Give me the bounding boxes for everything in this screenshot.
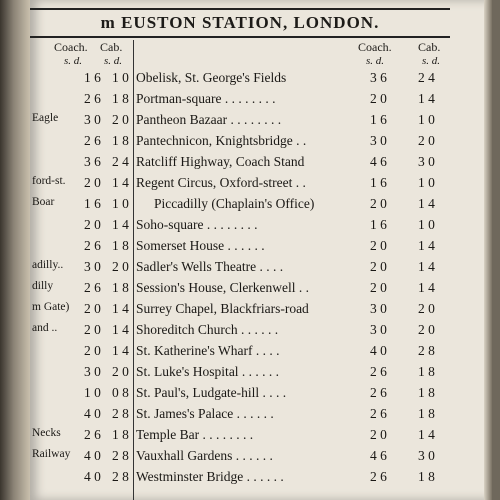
left-coach-fare: 2 0: [84, 343, 101, 358]
left-cab-fare: 1 8: [112, 238, 129, 253]
left-cab-fare: 1 4: [112, 175, 129, 190]
clipped-fragment: dilly: [32, 280, 54, 292]
destination: Ratcliff Highway, Coach Stand: [136, 154, 305, 169]
destination: Shoreditch Church . . . . . .: [136, 322, 279, 337]
destination: Portman-square . . . . . . . .: [136, 91, 276, 106]
table-row: [32, 448, 450, 469]
left-cab-fare: 2 0: [112, 259, 129, 274]
clipped-fragment: Boar: [32, 196, 55, 208]
left-cab-fare: 1 4: [112, 301, 129, 316]
left-coach-header: Coach.: [54, 40, 88, 54]
left-cab-fare: 1 4: [112, 217, 129, 232]
right-coach-fare: 3 0: [370, 133, 387, 148]
left-cab-fare: 1 0: [112, 70, 129, 85]
left-cab-fare: 1 8: [112, 427, 129, 442]
right-coach-fare: 1 6: [370, 112, 387, 127]
left-coach-fare: 4 0: [84, 448, 101, 463]
table-row: [32, 343, 450, 364]
title-prefix: m: [100, 13, 116, 32]
left-coach-fare: 1 6: [84, 70, 101, 85]
book-binding: [0, 0, 30, 500]
right-coach-fare: 3 0: [370, 301, 387, 316]
right-cab-fare: 2 0: [418, 301, 435, 316]
table-row: [32, 133, 450, 154]
left-cab-fare: 1 8: [112, 280, 129, 295]
clipped-fragment: Railway: [32, 448, 71, 460]
destination: Surrey Chapel, Blackfriars-road: [136, 301, 309, 316]
right-cab-fare: 1 0: [418, 112, 435, 127]
table-row: [32, 217, 450, 238]
destination: St. Paul's, Ludgate-hill . . . .: [136, 385, 287, 400]
destination: Temple Bar . . . . . . . .: [136, 427, 254, 442]
left-coach-fare: 4 0: [84, 406, 101, 421]
right-coach-units: s. d.: [366, 55, 385, 67]
destination: St. Katherine's Wharf . . . .: [136, 343, 280, 358]
left-coach-fare: 3 0: [84, 364, 101, 379]
right-coach-fare: 2 0: [370, 280, 387, 295]
table-row: [32, 364, 450, 385]
left-coach-units: s. d.: [64, 55, 83, 67]
right-cab-fare: 1 0: [418, 175, 435, 190]
right-cab-fare: 1 4: [418, 238, 435, 253]
left-coach-fare: 2 0: [84, 322, 101, 337]
destination: Pantechnicon, Knightsbridge . .: [136, 133, 307, 148]
left-cab-units: s. d.: [104, 55, 123, 67]
right-cab-fare: 1 8: [418, 385, 435, 400]
right-coach-fare: 2 6: [370, 364, 387, 379]
left-coach-fare: 2 0: [84, 301, 101, 316]
right-coach-fare: 2 0: [370, 91, 387, 106]
left-coach-fare: 1 0: [84, 385, 101, 400]
clipped-fragment: Necks: [32, 427, 61, 439]
right-coach-fare: 2 0: [370, 238, 387, 253]
right-cab-fare: 2 4: [418, 70, 435, 85]
table-row: [32, 385, 450, 406]
right-coach-fare: 2 6: [370, 385, 387, 400]
right-cab-fare: 2 0: [418, 322, 435, 337]
right-cab-fare: 2 8: [418, 343, 435, 358]
left-coach-fare: 2 6: [84, 280, 101, 295]
right-coach-fare: 4 0: [370, 343, 387, 358]
clipped-fragment: adilly..: [32, 259, 64, 271]
left-coach-fare: 2 0: [84, 217, 101, 232]
left-coach-fare: 3 0: [84, 112, 101, 127]
left-coach-fare: 3 0: [84, 259, 101, 274]
right-coach-fare: 3 6: [370, 70, 387, 85]
clipped-fragment: ford-st.: [32, 175, 66, 187]
table-row: [32, 91, 450, 112]
destination: Obelisk, St. George's Fields: [136, 70, 287, 85]
right-cab-fare: 1 4: [418, 91, 435, 106]
left-cab-fare: 1 8: [112, 133, 129, 148]
right-cab-fare: 1 8: [418, 364, 435, 379]
table-row: [32, 259, 450, 280]
right-coach-fare: 3 0: [370, 322, 387, 337]
right-coach-fare: 4 6: [370, 448, 387, 463]
destination: Somerset House . . . . . .: [136, 238, 265, 253]
right-cab-fare: 2 0: [418, 133, 435, 148]
left-cab-fare: 2 8: [112, 469, 129, 484]
left-coach-fare: 4 0: [84, 469, 101, 484]
destination: St. Luke's Hospital . . . . . .: [136, 364, 280, 379]
destination: Vauxhall Gardens . . . . . .: [136, 448, 273, 463]
right-coach-fare: 2 6: [370, 469, 387, 484]
table-row: [32, 70, 450, 91]
page-title: [30, 13, 450, 33]
left-cab-fare: 1 8: [112, 91, 129, 106]
table-row: [32, 280, 450, 301]
right-coach-header: Coach.: [358, 40, 392, 54]
table-row: [32, 427, 450, 448]
right-coach-fare: 2 0: [370, 259, 387, 274]
left-coach-fare: 2 6: [84, 91, 101, 106]
right-coach-fare: 2 0: [370, 427, 387, 442]
table-row: [32, 322, 450, 343]
right-cab-fare: 1 0: [418, 217, 435, 232]
destination: St. James's Palace . . . . . .: [136, 406, 274, 421]
left-cab-fare: 2 4: [112, 154, 129, 169]
destination: Westminster Bridge . . . . . .: [136, 469, 284, 484]
destination: Piccadilly (Chaplain's Office): [154, 196, 315, 211]
left-coach-fare: 1 6: [84, 196, 101, 211]
left-cab-fare: 2 8: [112, 406, 129, 421]
left-coach-fare: 3 6: [84, 154, 101, 169]
right-cab-fare: 1 4: [418, 259, 435, 274]
title-text: EUSTON STATION, LONDON.: [121, 13, 380, 32]
right-cab-header: Cab.: [418, 40, 441, 54]
clipped-fragment: Eagle: [32, 112, 59, 124]
table-row: [32, 196, 450, 217]
left-cab-fare: 1 4: [112, 343, 129, 358]
title-bar: [30, 8, 450, 38]
left-coach-fare: 2 6: [84, 427, 101, 442]
destination: Pantheon Bazaar . . . . . . . .: [136, 112, 282, 127]
clipped-fragment: m Gate): [32, 301, 70, 313]
left-cab-header: Cab.: [100, 40, 123, 54]
left-cab-fare: 2 0: [112, 364, 129, 379]
left-coach-fare: 2 6: [84, 133, 101, 148]
right-cab-fare: 1 4: [418, 280, 435, 295]
destination: Session's House, Clerkenwell . .: [136, 280, 310, 295]
right-coach-fare: 2 6: [370, 406, 387, 421]
table-row: [32, 406, 450, 427]
left-cab-fare: 1 4: [112, 322, 129, 337]
right-coach-fare: 1 6: [370, 217, 387, 232]
page-edge: [484, 0, 492, 500]
right-cab-fare: 3 0: [418, 448, 435, 463]
left-cab-fare: 2 0: [112, 112, 129, 127]
destination: Regent Circus, Oxford-street . .: [136, 175, 306, 190]
left-cab-fare: 1 0: [112, 196, 129, 211]
right-cab-fare: 1 4: [418, 196, 435, 211]
right-coach-fare: 1 6: [370, 175, 387, 190]
right-coach-fare: 2 0: [370, 196, 387, 211]
table-row: [32, 112, 450, 133]
left-coach-fare: 2 0: [84, 175, 101, 190]
left-cab-fare: 0 8: [112, 385, 129, 400]
right-cab-fare: 1 8: [418, 406, 435, 421]
table-row: [32, 238, 450, 259]
right-coach-fare: 4 6: [370, 154, 387, 169]
left-coach-fare: 2 6: [84, 238, 101, 253]
left-cab-fare: 2 8: [112, 448, 129, 463]
table-row: [32, 469, 450, 490]
table-row: [32, 154, 450, 175]
right-cab-fare: 1 8: [418, 469, 435, 484]
right-cab-fare: 3 0: [418, 154, 435, 169]
destination: Sadler's Wells Theatre . . . .: [136, 259, 284, 274]
clipped-fragment: and ..: [32, 322, 58, 334]
right-cab-fare: 1 4: [418, 427, 435, 442]
table-row: [32, 301, 450, 322]
table-row: [32, 175, 450, 196]
destination: Soho-square . . . . . . . .: [136, 217, 258, 232]
right-cab-units: s. d.: [422, 55, 441, 67]
